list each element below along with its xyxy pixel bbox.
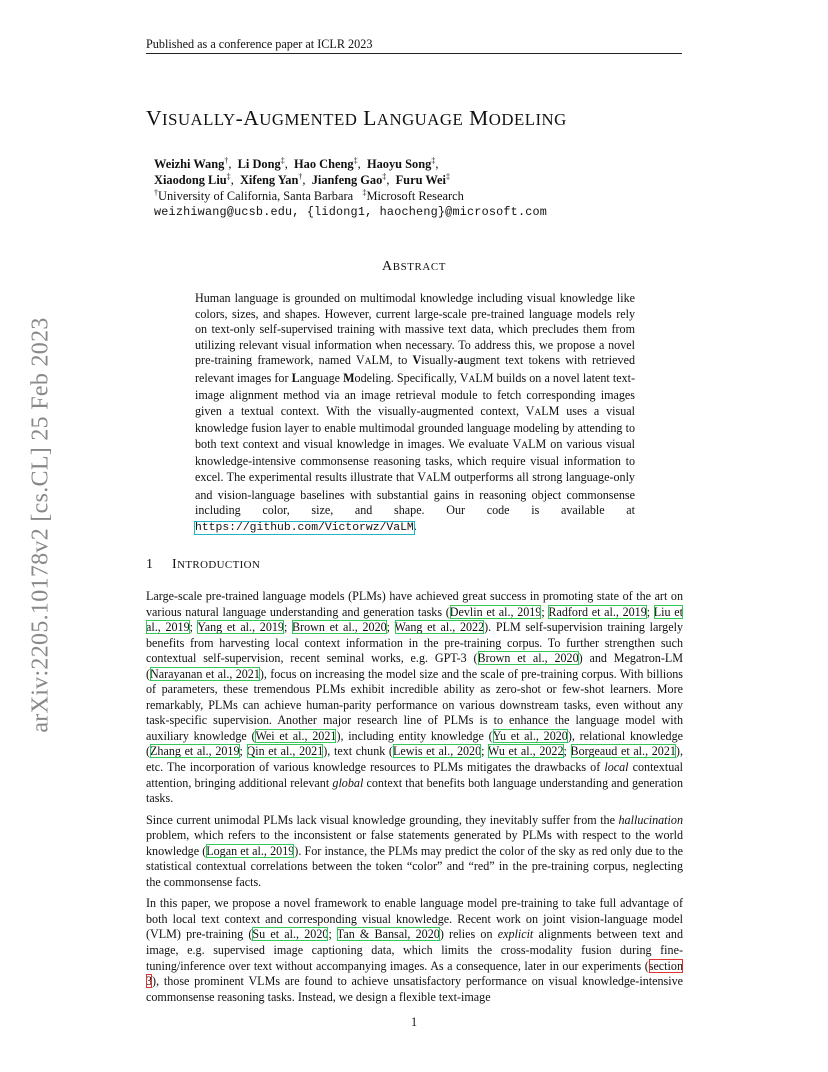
citation-link[interactable]: Wang et al., 2022 <box>394 620 485 635</box>
citation-link[interactable]: Tan & Bansal, 2020 <box>336 927 440 942</box>
citation-link[interactable]: Logan et al., 2019 <box>206 843 295 858</box>
citation-link[interactable]: Borgeaud et al., 2021 <box>570 744 676 759</box>
arxiv-identifier: arXiv:2205.10178v2 [cs.CL] 25 Feb 2023 <box>27 317 54 733</box>
page-number: 1 <box>410 1015 418 1029</box>
author-name: Xifeng Yan <box>239 173 299 187</box>
affiliations: †University of California, Santa Barbara ‡Microsoft Research <box>154 187 464 203</box>
citation-link[interactable]: Yang et al., 2019 <box>197 620 284 635</box>
author-row-1: Weizhi Wang†, Li Dong‡, Hao Cheng‡, Haoyu Song‡, <box>154 155 439 171</box>
citation-link[interactable]: Yu et al., 2020 <box>492 728 568 743</box>
citation-link[interactable]: Brown et al., 2020 <box>477 651 579 666</box>
header-rule <box>146 53 682 54</box>
arxiv-sidebar <box>26 290 56 760</box>
author-name: Xiaodong Liu <box>154 173 227 187</box>
author-name: Haoyu Song <box>366 157 432 171</box>
citation-link[interactable]: Narayanan et al., 2021 <box>150 666 260 681</box>
author-name: Hao Cheng <box>294 157 354 171</box>
citation-link[interactable]: Liu et al., 2019 <box>146 604 683 635</box>
author-name: Jianfeng Gao <box>311 173 383 187</box>
section-reference-link[interactable]: section 3 <box>146 958 683 989</box>
running-header: Published as a conference paper at ICLR 2023 <box>146 37 373 51</box>
abstract-heading: ABSTRACT <box>381 259 446 274</box>
citation-link[interactable]: Brown et al., 2020 <box>292 620 387 635</box>
author-name: Li Dong <box>237 157 281 171</box>
paragraph: Large-scale pre-trained language models (PLMs) have achieved great success in promoting state of the art on various natural language understanding and generation tasks (Devlin et al., 2019; Radford et al., 2019; Liu et al., 2019; Yang et al., 2019; Brown et al., 2020; Wang et al., 2022). PLM self-supervision training largely benefits from harvesting local context information in the pre-training corpus. To further strengthen such contextual self-supervision, recent seminal works, e.g. GPT-3 (Brown et al., 2020) and Megatron-LM (Narayanan et al., 2021), focus on increasing the model size and the scale of pre-training corpus. With billions of parameters, these tremendous PLMs exhibit incredible ability as zero-shot or few-shot learners. More remarkably, PLMs can achieve human-parity performance on various downstream tasks, even without any task-specific supervision. Another major research line of PLMs is to enhance the language model with auxiliary knowledge (Wei et al., 2021), including entity knowledge (Yu et al., 2020), relational knowledge (Zhang et al., 2019; Qin et al., 2021), text chunk (Lewis et al., 2020; Wu et al., 2022; Borgeaud et al., 2021), etc. The incorporation of various knowledge resources to PLMs mitigates the drawbacks of local contextual attention, bringing additional relevant global context that benefits both language understanding and generation tasks. <box>146 589 684 806</box>
author-row-2: Xiaodong Liu‡, Xifeng Yan†, Jianfeng Gao‡, Furu Wei‡ <box>154 171 451 187</box>
author-block <box>154 156 674 220</box>
abstract-body: Human language is grounded on multimodal knowledge including visual knowledge like colors, sizes, and shapes. However, current large-scale pre-trained language models rely on text-only self-supervised training with massive text data, which precludes them from utilizing relevant visual information when necessary. To address this, we propose a novel pre-training framework, named VALM, to Visually-augment text tokens with retrieved relevant images for Language Modeling. Specifically, VALM builds on a novel latent text-image alignment method via an image retrieval module to fetch corresponding images given a textual context. With the visually-augmented context, VALM uses a visual knowledge fusion layer to enable multimodal grounded language modeling by attending to both text context and visual knowledge in images. We evaluate VALM on various visual knowledge-intensive commonsense reasoning tasks, which require visual information to excel. The experimental results illustrate that VALM outperforms all strong language-only and vision-language baselines with substantial gains in reasoning object commonsense including color, size, and shape. Our code is available at https://github.com/Victorwz/VaLM. <box>195 291 636 534</box>
citation-link[interactable]: Radford et al., 2019 <box>548 604 647 619</box>
citation-link[interactable]: Su et al., 2020 <box>252 927 329 942</box>
author-name: Furu Wei <box>395 173 446 187</box>
paper-title: VISUALLY-AUGMENTED LANGUAGE MODELING <box>146 106 567 130</box>
code-repo-link[interactable]: https://github.com/Victorwz/VaLM <box>195 521 414 534</box>
paragraph: Since current unimodal PLMs lack visual knowledge grounding, they inevitably suffer from the hallucination problem, which refers to the inconsistent or false statements generated by PLMs with respect to the world knowledge (Logan et al., 2019). For instance, the PLMs may predict the color of the sky as red only due to the statistical contextual correlations between the token “color” and “red” in the pre-training corpus, neglecting the commonsense facts. <box>146 812 684 889</box>
citation-link[interactable]: Wei et al., 2021 <box>255 728 337 743</box>
paragraph: In this paper, we propose a novel framework to enable language model pre-training to take full advantage of both local text context and corresponding visual knowledge. Recent work on joint vision-language model (VLM) pre-training (Su et al., 2020; Tan & Bansal, 2020) relies on explicit alignments between text and image, e.g. supervised image captioning data, which limits the cross-modality fusion during fine-tuning/inference over text without accompanying images. As a consequence, later in our experiments (section 3), those prominent VLMs are found to achieve unsatisfactory performance on visual knowledge-intensive commonsense reasoning tasks. Instead, we design a flexible text-image <box>146 896 683 1004</box>
author-emails: weizhiwang@ucsb.edu, {lidong1, haocheng}@microsoft.com <box>154 205 548 219</box>
section-heading-introduction: 1 INTRODUCTION <box>146 557 261 572</box>
citation-link[interactable]: Lewis et al., 2020 <box>392 744 482 759</box>
citation-link[interactable]: Devlin et al., 2019 <box>449 604 542 619</box>
citation-link[interactable]: Wu et al., 2022 <box>487 744 564 759</box>
introduction-body <box>146 589 683 1011</box>
citation-link[interactable]: Zhang et al., 2019 <box>150 744 240 759</box>
author-name: Weizhi Wang <box>154 157 225 171</box>
citation-link[interactable]: Qin et al., 2021 <box>246 744 324 759</box>
